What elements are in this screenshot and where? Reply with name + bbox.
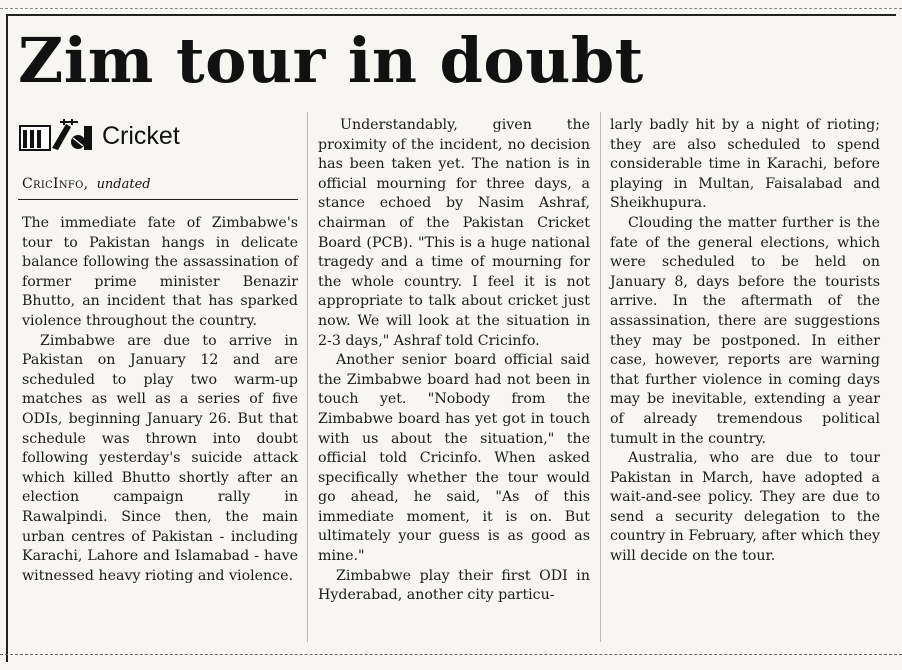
section-label: Cricket <box>102 121 180 150</box>
paragraph: The immediate fate of Zimbabwe's tour to Pakistan hangs in delicate balance following the assassination of former prime minister Benazir Bhutto, an incident that has sparked violence throughout the country. <box>22 215 298 329</box>
article-column-3 <box>610 116 880 567</box>
paragraph: larly badly hit by a night of rioting; they are also scheduled to spend considerable time in Karachi, before playing in Multan, Faisalabad and Sheikhupura. <box>610 117 880 212</box>
cricket-bat-ball-icon <box>18 118 96 154</box>
clipping-top-edge <box>0 0 902 9</box>
column-divider-1 <box>307 112 308 642</box>
article-column-1 <box>22 214 298 586</box>
column-divider-2 <box>600 112 601 642</box>
paragraph: Understandably, given the proximity of the incident, no decision has been taken yet. The nation is in official mourning for three days, a stance echoed by Nasim Ashraf, chairman of the Pakistan Cricket Board (PCB). "This is a huge national tragedy and a time of mourning for the whole country. I feel it is not appropriate to talk about cricket just now. We will look at the situation in 2-3 days," Ashraf told Cricinfo. <box>318 117 590 349</box>
paragraph: Zimbabwe are due to arrive in Pakistan on January 12 and are scheduled to play two warm-up matches as well as a series of five ODIs, beginning January 26. But that schedule was thrown into doubt following yesterday's suicide attack which killed Bhutto shortly after an election campaign rally in Rawalpindi. Since then, the main urban centres of Pakistan - including Karachi, Lahore and Islamabad - have witnessed heavy rioting and violence. <box>22 332 298 584</box>
byline-rule <box>18 199 298 200</box>
paragraph: Australia, who are due to tour Pakistan in March, have adopted a wait-and-see policy. They are due to send a security delegation to the country in February, after which they will decide on the tour. <box>610 450 880 565</box>
section-header <box>18 118 180 154</box>
paragraph: Zimbabwe play their first ODI in Hyderabad, another city particu- <box>318 567 590 604</box>
paragraph: Clouding the matter further is the fate of the general elections, which were scheduled to be held on January 8, days before the tourists arrive. In the aftermath of the assassination, there are suggestions they may be postponed. In either case, however, reports are warning that further violence in coming days may be inevitable, extending a year of already tremendous political tumult in the country. <box>610 214 880 447</box>
clipping-bottom-edge <box>0 654 902 656</box>
byline <box>22 176 151 192</box>
byline-source: CricInfo, <box>22 176 89 192</box>
article-column-2 <box>318 116 590 606</box>
byline-date: undated <box>96 177 151 192</box>
headline: Zim tour in doubt <box>18 24 644 97</box>
paragraph: Another senior board official said the Zimbabwe board had not been in touch yet. "Nobody from the Zimbabwe board has yet got in touch with us about the situation," the official told Cricinfo. When asked specifically whether the tour would go ahead, he said, "As of this immediate moment, it is on. But ultimately your guess is as good as mine." <box>318 352 590 565</box>
